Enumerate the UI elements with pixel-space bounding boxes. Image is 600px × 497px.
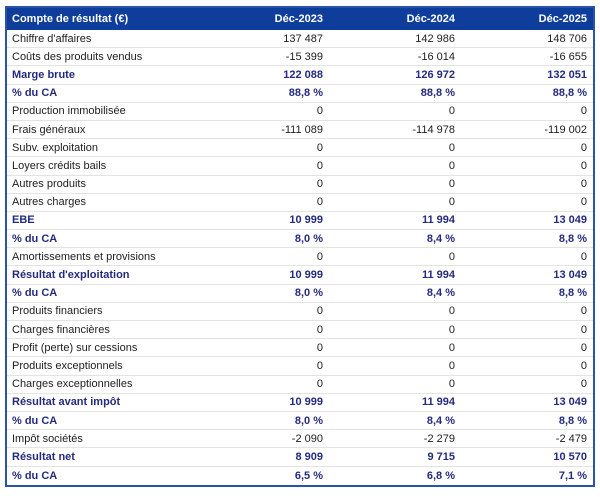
table-row [7, 412, 593, 430]
row-value-dec-2024: 0 [448, 323, 455, 336]
row-label: % du CA [12, 469, 58, 482]
row-value-dec-2025: 0 [580, 105, 587, 118]
row-label: % du CA [12, 414, 58, 427]
row-label: Résultat d'exploitation [12, 269, 130, 282]
row-label: Résultat avant impôt [12, 396, 121, 409]
row-value-dec-2023: 0 [316, 141, 323, 154]
row-label: Marge brute [12, 68, 75, 81]
row-value-dec-2023: 0 [316, 341, 323, 354]
row-value-dec-2023: 122 088 [283, 68, 323, 81]
row-label: Résultat net [12, 450, 75, 463]
table-row [7, 103, 593, 121]
row-value-dec-2023: 0 [316, 323, 323, 336]
row-value-dec-2024: 6,8 % [426, 469, 455, 482]
row-value-dec-2025: -16 655 [549, 50, 587, 63]
row-label: Autres produits [12, 178, 86, 191]
row-label: EBE [12, 214, 35, 227]
row-value-dec-2024: 0 [448, 359, 455, 372]
row-label: Profit (perte) sur cessions [12, 341, 138, 354]
table-row [7, 266, 593, 284]
row-value-dec-2023: 0 [316, 378, 323, 391]
row-value-dec-2025: 0 [580, 250, 587, 263]
row-value-dec-2025: 148 706 [547, 32, 587, 45]
row-value-dec-2025: 13 049 [553, 396, 587, 409]
row-value-dec-2025: 8,8 % [558, 414, 587, 427]
table-header-row [7, 8, 593, 30]
row-value-dec-2023: 10 999 [289, 396, 323, 409]
row-value-dec-2024: 0 [448, 305, 455, 318]
row-value-dec-2025: 0 [580, 159, 587, 172]
table-row [7, 285, 593, 303]
row-value-dec-2025: 8,8 % [558, 287, 587, 300]
table-row [7, 121, 593, 139]
row-value-dec-2024: 9 715 [427, 450, 455, 463]
row-value-dec-2023: 8,0 % [294, 414, 323, 427]
table-row [7, 30, 593, 48]
row-value-dec-2025: -119 002 [544, 123, 587, 136]
row-label: % du CA [12, 232, 58, 245]
table-row [7, 194, 593, 212]
row-value-dec-2024: 142 986 [415, 32, 455, 45]
row-value-dec-2024: 8,4 % [426, 232, 455, 245]
income-statement-table [5, 6, 595, 487]
row-value-dec-2023: 88,8 % [288, 87, 323, 100]
row-label: Chiffre d'affaires [12, 32, 92, 45]
table-row [7, 303, 593, 321]
table-row [7, 85, 593, 103]
row-label: % du CA [12, 287, 58, 300]
row-value-dec-2023: 0 [316, 359, 323, 372]
row-value-dec-2025: 13 049 [553, 269, 587, 282]
row-value-dec-2024: 0 [448, 178, 455, 191]
table-row [7, 212, 593, 230]
table-title: Compte de résultat (€) [12, 13, 129, 25]
row-value-dec-2024: 0 [448, 378, 455, 391]
row-value-dec-2024: -16 014 [417, 50, 455, 63]
table-row [7, 339, 593, 357]
row-value-dec-2024: 0 [448, 159, 455, 172]
row-value-dec-2024: 11 994 [421, 396, 455, 409]
row-value-dec-2023: 0 [316, 159, 323, 172]
row-value-dec-2025: 0 [580, 359, 587, 372]
row-value-dec-2024: 11 994 [421, 214, 455, 227]
row-value-dec-2025: 0 [580, 341, 587, 354]
table-row [7, 66, 593, 84]
row-label: Charges financières [12, 323, 110, 336]
row-value-dec-2024: 11 994 [421, 269, 455, 282]
table-row [7, 157, 593, 175]
row-value-dec-2024: -114 978 [412, 123, 455, 136]
table-row [7, 48, 593, 66]
row-value-dec-2023: 0 [316, 178, 323, 191]
row-value-dec-2024: 0 [448, 250, 455, 263]
row-value-dec-2023: 10 999 [289, 214, 323, 227]
row-value-dec-2025: 0 [580, 378, 587, 391]
column-header-dec-2025: Déc-2025 [538, 13, 587, 25]
row-value-dec-2023: 0 [316, 196, 323, 209]
row-value-dec-2025: 0 [580, 141, 587, 154]
row-label: Coûts des produits vendus [12, 50, 143, 63]
row-value-dec-2023: 0 [316, 305, 323, 318]
row-value-dec-2023: 6,5 % [294, 469, 323, 482]
row-value-dec-2025: 13 049 [553, 214, 587, 227]
row-label: Charges exceptionnelles [12, 378, 133, 391]
row-value-dec-2023: 8 909 [295, 450, 323, 463]
row-value-dec-2023: 8,0 % [294, 287, 323, 300]
table-row [7, 357, 593, 375]
row-label: Produits financiers [12, 305, 103, 318]
row-value-dec-2023: 8,0 % [294, 232, 323, 245]
row-value-dec-2025: 0 [580, 323, 587, 336]
row-value-dec-2023: -2 090 [291, 432, 323, 445]
row-value-dec-2025: -2 479 [555, 432, 587, 445]
row-value-dec-2024: 88,8 % [420, 87, 455, 100]
table-row [7, 430, 593, 448]
row-value-dec-2025: 10 570 [553, 450, 587, 463]
table-row [7, 448, 593, 466]
row-value-dec-2025: 0 [580, 178, 587, 191]
row-value-dec-2024: 8,4 % [426, 287, 455, 300]
row-value-dec-2025: 7,1 % [558, 469, 587, 482]
row-value-dec-2025: 8,8 % [558, 232, 587, 245]
row-value-dec-2024: 0 [448, 141, 455, 154]
row-value-dec-2025: 0 [580, 305, 587, 318]
row-label: % du CA [12, 87, 58, 100]
row-label: Subv. exploitation [12, 141, 99, 154]
row-value-dec-2024: 8,4 % [426, 414, 455, 427]
row-value-dec-2023: 137 487 [283, 32, 323, 45]
row-value-dec-2023: -111 089 [281, 123, 323, 136]
column-header-dec-2023: Déc-2023 [274, 13, 323, 25]
row-label: Frais généraux [12, 123, 86, 136]
row-value-dec-2024: 126 972 [415, 68, 455, 81]
row-label: Production immobilisée [12, 105, 126, 118]
table-row [7, 176, 593, 194]
row-value-dec-2023: -15 399 [285, 50, 323, 63]
row-value-dec-2025: 88,8 % [552, 87, 587, 100]
row-value-dec-2025: 0 [580, 196, 587, 209]
table-row [7, 139, 593, 157]
table-row [7, 376, 593, 394]
table-row [7, 321, 593, 339]
row-value-dec-2024: 0 [448, 196, 455, 209]
row-label: Loyers crédits bails [12, 159, 107, 172]
table-row [7, 394, 593, 412]
row-label: Impôt sociétés [12, 432, 83, 445]
table-row [7, 248, 593, 266]
row-value-dec-2023: 0 [316, 250, 323, 263]
row-value-dec-2023: 10 999 [289, 269, 323, 282]
row-label: Produits exceptionnels [12, 359, 123, 372]
row-value-dec-2024: -2 279 [423, 432, 455, 445]
row-label: Amortissements et provisions [12, 250, 156, 263]
table-body [7, 30, 593, 485]
table-row [7, 230, 593, 248]
row-label: Autres charges [12, 196, 86, 209]
table-row [7, 467, 593, 485]
row-value-dec-2024: 0 [448, 341, 455, 354]
row-value-dec-2024: 0 [448, 105, 455, 118]
row-value-dec-2023: 0 [316, 105, 323, 118]
row-value-dec-2025: 132 051 [547, 68, 587, 81]
column-header-dec-2024: Déc-2024 [406, 13, 455, 25]
